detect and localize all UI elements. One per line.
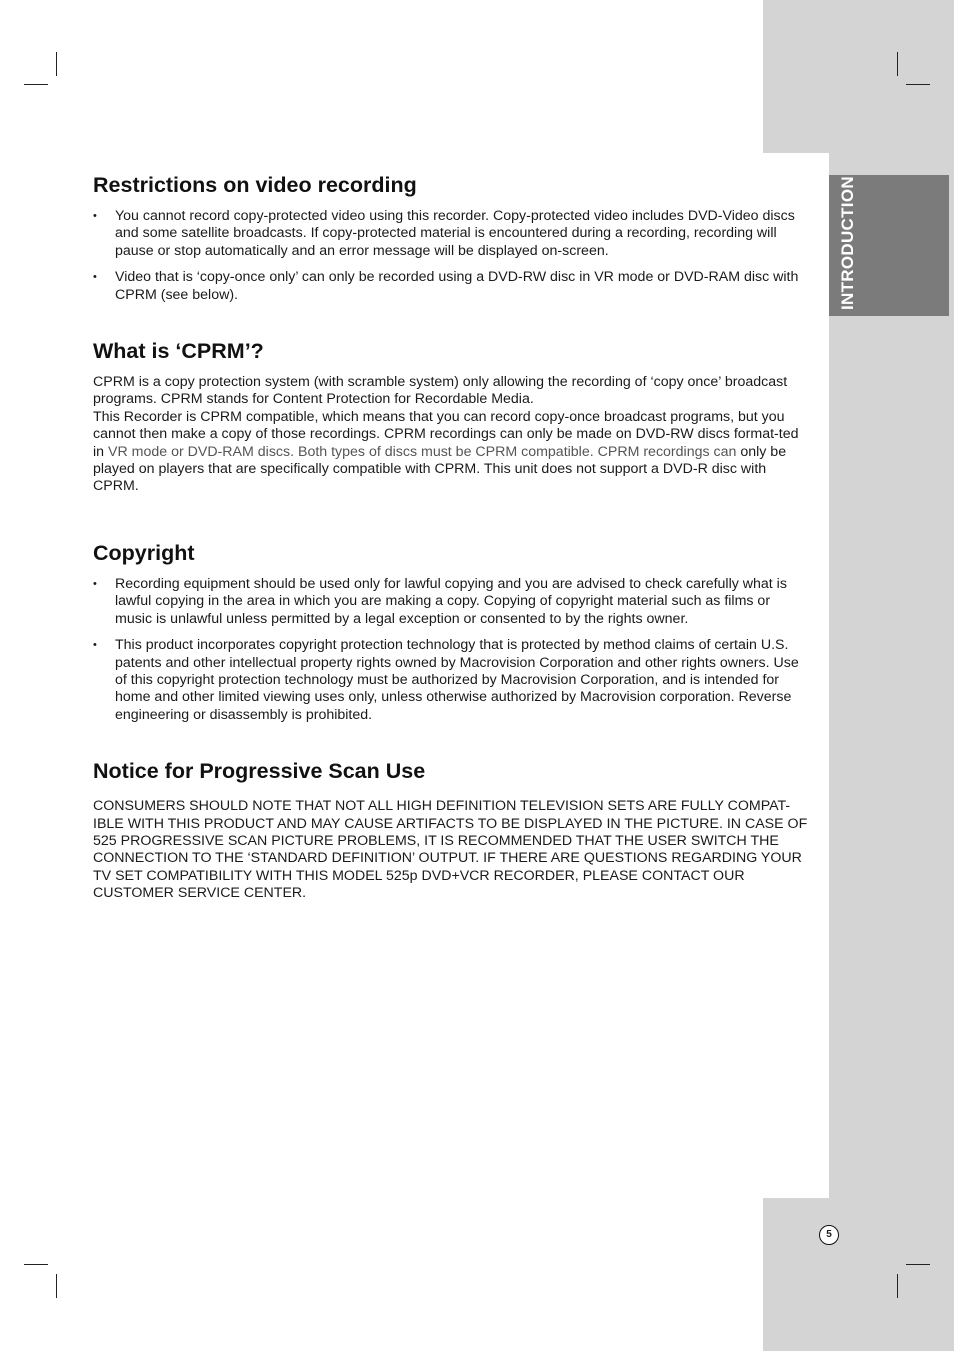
progressive-section — [93, 756, 809, 902]
crop-mark — [56, 52, 57, 76]
list-item: • Video that is ‘copy-once only’ can only be recorded using a DVD-RW disc in VR mode or DVD-RAM disc with CPRM (see below). — [93, 269, 809, 304]
restrictions-heading: Restrictions on video recording — [93, 173, 417, 197]
copyright-section — [93, 538, 809, 724]
cprm-heading: What is ‘CPRM’? — [93, 339, 264, 364]
section-tab-label: INTRODUCTION — [838, 176, 857, 310]
crop-mark — [906, 84, 930, 85]
cprm-text-gray: VR mode or DVD-RAM discs. Both types of discs must be CPRM compatible. CPRM recordings can — [107, 443, 737, 460]
page-number: 5 — [819, 1225, 839, 1245]
margin-band-bottom — [763, 1198, 954, 1351]
crop-mark — [24, 84, 48, 85]
copyright-heading: Copyright — [93, 540, 195, 565]
page-content — [93, 170, 809, 935]
cprm-text: only be played on players that are specifically compatible with CPRM. This unit does not support a DVD-R disc with CPRM. — [93, 443, 787, 495]
restrictions-section — [93, 170, 809, 304]
restrictions-list — [93, 208, 809, 304]
crop-mark — [897, 52, 898, 76]
crop-mark — [897, 1274, 898, 1298]
crop-mark — [24, 1264, 48, 1265]
progressive-body: CONSUMERS SHOULD NOTE THAT NOT ALL HIGH DEFINITION TELEVISION SETS ARE FULLY COMPAT-IBLE WITH THIS PRODUCT AND MAY CAUSE ARTIFACTS TO BE DISPLAYED IN THE PICTURE. IN CASE OF 525 PROGRESSIVE SCAN PICTURE PROBLEMS, IT IS RECOMMENDED THAT THE USER SWITCH THE CONNECTION TO THE ‘STANDARD DEFINITION’ OUTPUT. IF THERE ARE QUESTIONS REGARDING YOUR TV SET COMPATIBILITY WITH THIS MODEL 525p DVD+VCR RECORDER, PLEASE CONTACT OUR CUSTOMER SERVICE CENTER. — [93, 798, 808, 902]
list-item: • This product incorporates copyright protection technology that is protected by method claims of certain U.S. patents and other intellectual property rights owned by Macrovision Corporation and other rights owners. Use of this copyright protection technology must be authorized by Macrovision Corporation, and is intended for home and other limited viewing uses only, unless otherwise authorized by Macrovision corporation. Reverse engineering or disassembly is prohibited. — [93, 637, 809, 724]
list-item: • Recording equipment should be used only for lawful copying and you are advised to check carefully what is lawful copying in the area in which you are making a copy. Copying of copyright material such as films or music is unlawful unless permitted by a legal exception or consented to by the rights owner. — [93, 576, 809, 628]
margin-band-top — [763, 0, 954, 153]
cprm-paragraph-2 — [93, 409, 809, 496]
list-item: • You cannot record copy-protected video using this recorder. Copy-protected video includes DVD-Video discs and some satellite broadcasts. If copy-protected material is encountered during a recording, recording will pause or stop automatically and an error message will be displayed on-screen. — [93, 208, 809, 260]
crop-mark — [56, 1274, 57, 1298]
copyright-list — [93, 576, 809, 724]
cprm-text: This Recorder is CPRM compatible, which means that you can record copy-once broadcast programs, but you cannot then make a copy of those recordings. CPRM recordings can only be made on DVD-RW discs format-ted in — [93, 408, 799, 460]
cprm-section — [93, 336, 809, 496]
progressive-heading: Notice for Progressive Scan Use — [93, 759, 426, 784]
cprm-paragraph: CPRM is a copy protection system (with scramble system) only allowing the recording of ‘copy once’ broadcast programs. CPRM stands for Content Protection for Recordable Media. — [93, 374, 788, 408]
crop-mark — [906, 1264, 930, 1265]
